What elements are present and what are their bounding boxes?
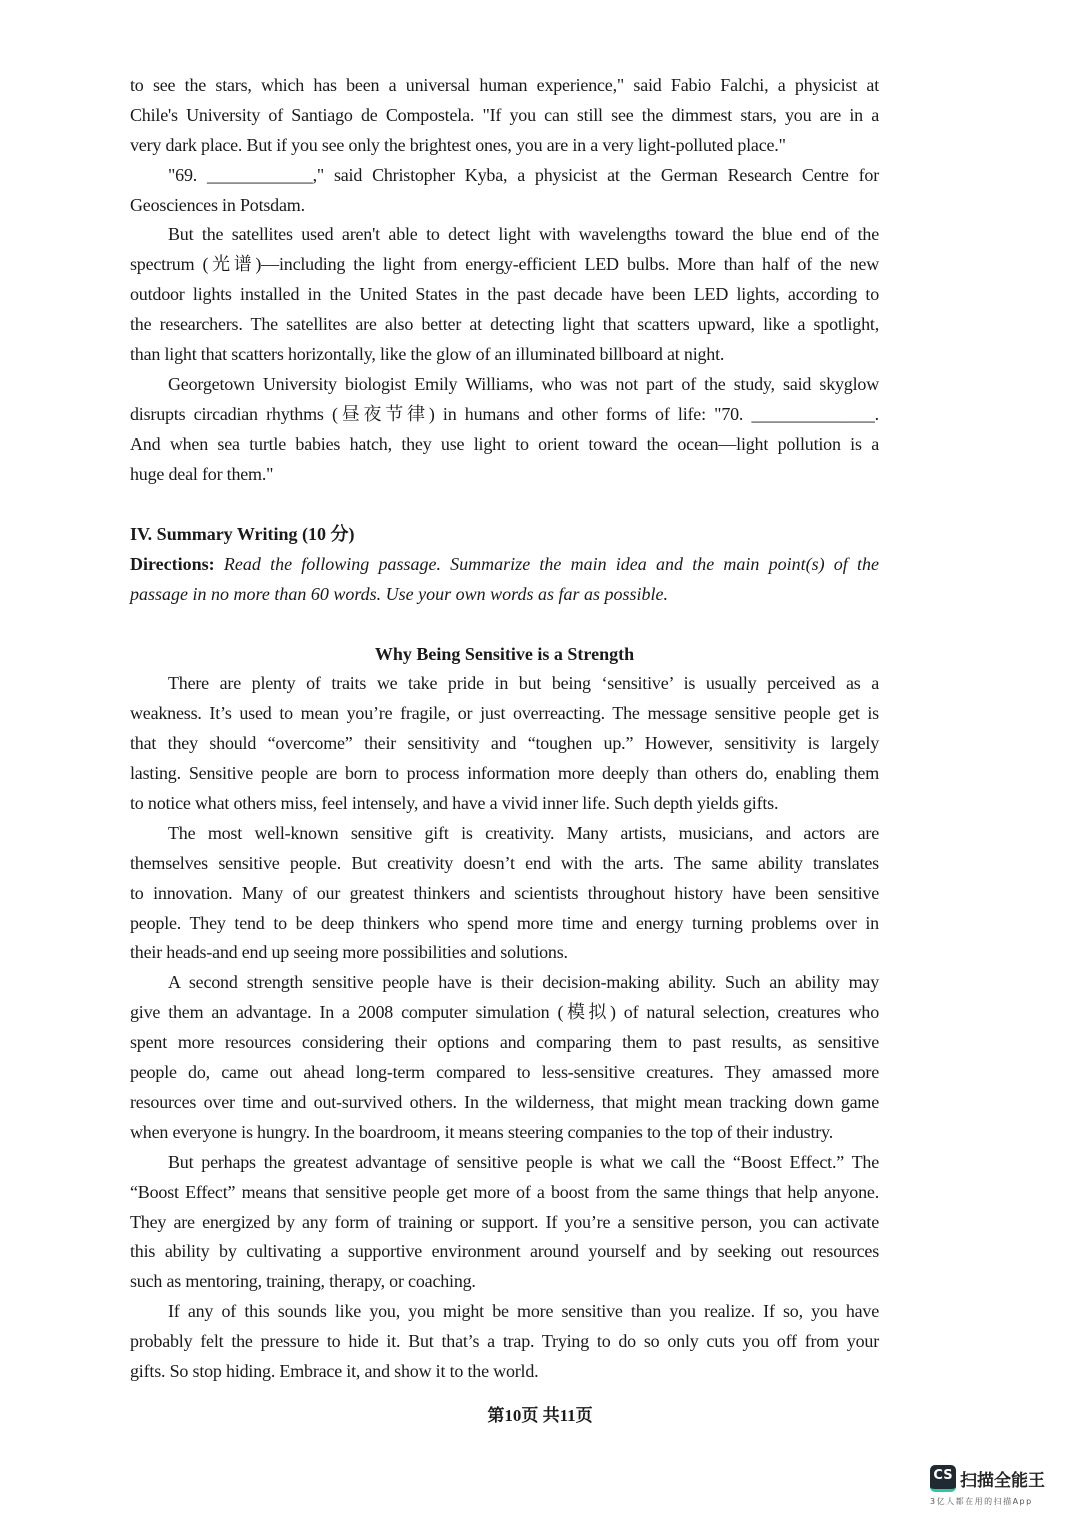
text-line: If any of this sounds like you, you might be more sensitive than you realize. If so, you have [168, 1301, 879, 1322]
text-line: very dark place. But if you see only the brightest ones, you are in a very light-polluted place." [130, 134, 786, 155]
text-line: lasting. Sensitive people are born to process information more deeply than others do, enabling them [130, 763, 879, 784]
text-line: The most well-known sensitive gift is creativity. Many artists, musicians, and actors are [168, 822, 879, 843]
directions-line-2 [130, 579, 879, 609]
exam-page [130, 71, 879, 1387]
text-line: There are plenty of traits we take pride in but being ‘sensitive’ is usually perceived as a [168, 673, 879, 694]
text-line: to notice what others miss, feel intensely, and have a vivid inner life. Such depth yields gifts. [130, 793, 779, 814]
text-line: disrupts circadian rhythms (昼夜节律) in humans and other forms of life: "70. ______________. [130, 403, 879, 424]
text-line: huge deal for them." [130, 463, 274, 484]
text-line: outdoor lights installed in the United States in the past decade have been LED lights, according to [130, 284, 879, 305]
text-line: Geosciences in Potsdam. [130, 194, 305, 215]
text-line: A second strength sensitive people have is their decision-making ability. Such an ability may [168, 972, 879, 993]
text-line: weakness. It’s used to mean you’re fragile, or just overreacting. The message sensitive people get is [130, 703, 879, 724]
text-line: Chile's University of Santiago de Compostela. "If you can still see the dimmest stars, you are in a [130, 104, 879, 125]
text-line: probably felt the pressure to hide it. But that’s a trap. Trying to do so only cuts you off from your [130, 1331, 879, 1352]
directions-label: Directions: [130, 554, 215, 575]
text-line: this ability by cultivating a supportive environment around yourself and by seeking out resources [130, 1241, 879, 1262]
text-line: such as mentoring, training, therapy, or coaching. [130, 1271, 476, 1292]
watermark-tagline: 3亿人都在用的扫描App [930, 1497, 1033, 1506]
article-body [130, 669, 879, 1386]
directions-text: passage in no more than 60 words. Use your own words as far as possible. [130, 584, 669, 605]
text-line: resources over time and out-survived others. In the wilderness, that might mean tracking down game [130, 1091, 879, 1112]
text-line: their heads-and end up seeing more possibilities and solutions. [130, 942, 568, 963]
section-heading: IV. Summary Writing (10 分) [130, 524, 355, 545]
text-line: people do, came out ahead long-term compared to less-sensitive creatures. They amassed more [130, 1062, 879, 1083]
text-line: Georgetown University biologist Emily Williams, who was not part of the study, said skyglow [168, 373, 879, 394]
text-line: gifts. So stop hiding. Embrace it, and show it to the world. [130, 1360, 539, 1381]
page-number: 第10页 共11页 [487, 1406, 593, 1425]
watermark-name: 扫描全能王 [960, 1471, 1045, 1491]
text-line: to see the stars, which has been a universal human experience," said Fabio Falchi, a physicist at [130, 75, 879, 95]
text-line: when everyone is hungry. In the boardroom, it means steering companies to the top of their industry. [130, 1121, 833, 1142]
text-line: But the satellites used aren't able to detect light with wavelengths toward the blue end of the [168, 224, 879, 245]
text-line: than light that scatters horizontally, like the glow of an illuminated billboard at night. [130, 344, 725, 365]
camscanner-logo-icon: CS [930, 1465, 956, 1492]
text-line: They are energized by any form of training or support. If you’re a sensitive person, you can activate [130, 1211, 879, 1232]
text-line: “Boost Effect” means that sensitive people get more of a boost from the same things that help anyone. [130, 1181, 879, 1202]
text-line: spectrum (光谱)—including the light from energy-efficient LED bulbs. More than half of the new [130, 254, 879, 275]
article-title: Why Being Sensitive is a Strength [374, 644, 635, 665]
text-line: And when sea turtle babies hatch, they use light to orient toward the ocean—light pollution is a [130, 433, 879, 454]
text-line: the researchers. The satellites are also better at detecting light that scatters upward, like a spotlight, [130, 314, 879, 335]
text-line: give them an advantage. In a 2008 computer simulation (模拟) of natural selection, creatures who [130, 1002, 879, 1023]
directions-line-1 [130, 549, 879, 579]
text-line: people. They tend to be deep thinkers who spend more time and energy turning problems over in [130, 912, 879, 933]
text-line: that they should “overcome” their sensitivity and “toughen up.” However, sensitivity is largely [130, 733, 879, 754]
passage-continuation [130, 71, 879, 489]
text-line: to innovation. Many of our greatest thinkers and scientists throughout history have been sensitive [130, 882, 879, 903]
text-line: themselves sensitive people. But creativity doesn’t end with the arts. The same ability translates [130, 852, 879, 873]
directions-text: Read the following passage. Summarize the main idea and the main point(s) of the [223, 554, 879, 575]
text-line: But perhaps the greatest advantage of sensitive people is what we call the “Boost Effect.” The [168, 1151, 879, 1172]
text-line: spent more resources considering their options and comparing them to past results, as sensitive [130, 1032, 879, 1053]
text-line: "69. ____________," said Christopher Kyba, a physicist at the German Research Centre for [168, 164, 879, 185]
scanner-watermark [930, 1465, 1065, 1507]
